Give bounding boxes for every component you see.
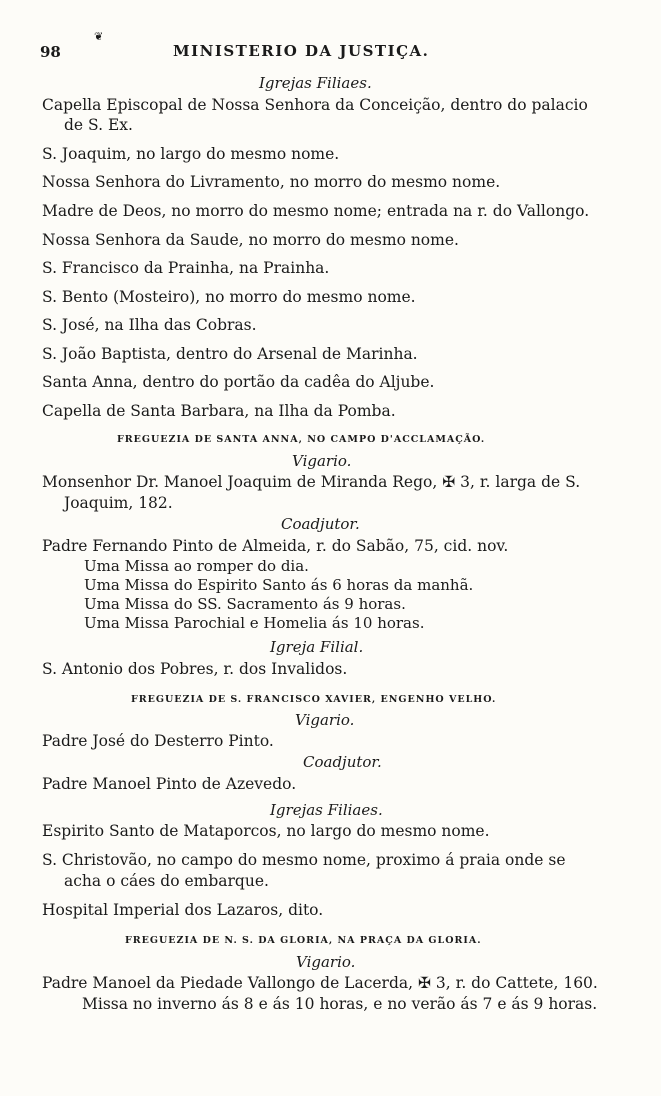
parish-heading: FREGUEZIA DE N. S. DA GLORIA, NA PRAÇA DA GLORIA. (125, 935, 482, 946)
role-heading: Coadjutor. (281, 515, 360, 533)
entry-line: Nossa Senhora do Livramento, no morro do mesmo nome. (42, 173, 501, 191)
entry-line: Capella de Santa Barbara, na Ilha da Pomba. (42, 402, 396, 420)
entry-line: de S. Ex. (64, 116, 133, 134)
section-heading: Igrejas Filiaes. (270, 801, 383, 819)
mass-line: Uma Missa do SS. Sacramento ás 9 horas. (84, 595, 406, 613)
section-heading: Igreja Filial. (270, 638, 364, 656)
mass-line: Uma Missa Parochial e Homelia ás 10 horas. (84, 614, 425, 632)
entry-line: Padre Manoel Pinto de Azevedo. (42, 775, 297, 793)
mass-line: Uma Missa do Espirito Santo ás 6 horas da manhã. (84, 576, 474, 594)
entry-line: Capella Episcopal de Nossa Senhora da Conceição, dentro do palacio (42, 96, 588, 114)
entry-line: Joaquim, 182. (64, 494, 173, 512)
running-title: MINISTERIO DA JUSTIÇA. (173, 42, 430, 60)
entry-line: Padre José do Desterro Pinto. (42, 732, 274, 750)
entry-line: Hospital Imperial dos Lazaros, dito. (42, 901, 324, 919)
page-number: 98 (40, 43, 61, 61)
entry-line: Monsenhor Dr. Manoel Joaquim de Miranda Rego, ✠ 3, r. larga de S. (42, 473, 581, 491)
parish-heading: FREGUEZIA DE SANTA ANNA, NO CAMPO D'ACCLAMAÇÃO. (117, 434, 486, 445)
entry-line: S. Bento (Mosteiro), no morro do mesmo nome. (42, 288, 416, 306)
section-heading: Igrejas Filiaes. (259, 74, 372, 92)
parish-heading: FREGUEZIA DE S. FRANCISCO XAVIER, ENGENHO VELHO. (131, 694, 497, 705)
entry-line: Madre de Deos, no morro do mesmo nome; entrada na r. do Vallongo. (42, 202, 590, 220)
entry-line: acha o cáes do embarque. (64, 872, 269, 890)
entry-line: S. Antonio dos Pobres, r. dos Invalidos. (42, 660, 348, 678)
entry-line: Padre Fernando Pinto de Almeida, r. do Sabão, 75, cid. nov. (42, 537, 509, 555)
print-mark: ❦ (94, 30, 104, 43)
mass-line: Uma Missa ao romper do dia. (84, 557, 309, 575)
entry-line: Santa Anna, dentro do portão da cadêa do Aljube. (42, 373, 435, 391)
entry-line: S. Francisco da Prainha, na Prainha. (42, 259, 330, 277)
entry-line: S. João Baptista, dentro do Arsenal de Marinha. (42, 345, 418, 363)
entry-line: Padre Manoel da Piedade Vallongo de Lacerda, ✠ 3, r. do Cattete, 160. (42, 974, 598, 992)
entry-line: S. José, na Ilha das Cobras. (42, 316, 257, 334)
role-heading: Vigario. (295, 711, 355, 729)
entry-line: S. Christovão, no campo do mesmo nome, proximo á praia onde se (42, 851, 566, 869)
entry-line: Espirito Santo de Mataporcos, no largo do mesmo nome. (42, 822, 490, 840)
role-heading: Vigario. (292, 452, 352, 470)
entry-line: Nossa Senhora da Saude, no morro do mesmo nome. (42, 231, 459, 249)
entry-line: S. Joaquim, no largo do mesmo nome. (42, 145, 340, 163)
role-heading: Vigario. (296, 953, 356, 971)
mass-line: Missa no inverno ás 8 e ás 10 horas, e no verão ás 7 e ás 9 horas. (82, 995, 598, 1013)
role-heading: Coadjutor. (303, 753, 382, 771)
